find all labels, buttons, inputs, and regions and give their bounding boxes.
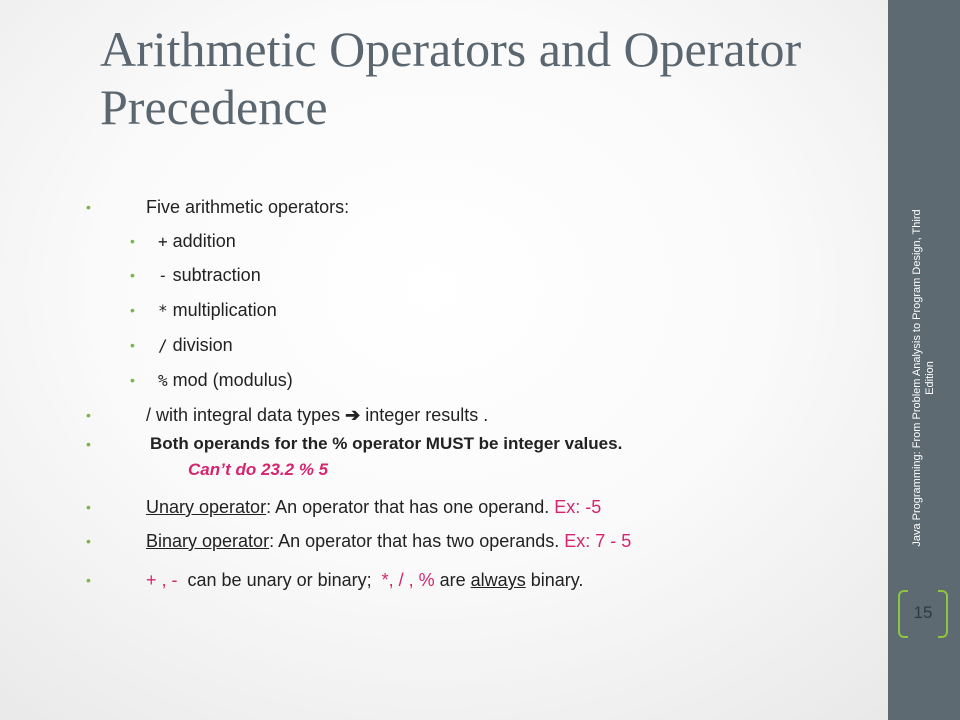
always-text: always — [470, 570, 526, 590]
operands-example: Can’t do 23.2 % 5 — [188, 460, 329, 479]
operator-symbol: - — [158, 266, 168, 285]
operator-symbol: * — [158, 301, 168, 320]
operator-label: multiplication — [172, 300, 277, 320]
operator-item — [158, 334, 233, 357]
bracket-left — [898, 590, 908, 638]
operator-item — [158, 230, 236, 253]
page-number-text: 15 — [913, 603, 933, 622]
page-number — [898, 590, 948, 636]
bullet: • — [86, 533, 91, 549]
bullet: • — [130, 267, 135, 283]
operands-rule: Both operands for the % operator MUST be integer values. — [150, 434, 623, 453]
bullet: • — [130, 302, 135, 318]
bullet: • — [86, 499, 91, 515]
slide-title: Arithmetic Operators and Operator Precedence — [100, 21, 802, 135]
operator-label: subtraction — [172, 265, 261, 285]
binary-term: Binary operator — [146, 531, 270, 551]
unary-example: Ex: -5 — [554, 497, 602, 517]
operator-item — [158, 369, 293, 392]
bullet: • — [86, 199, 91, 215]
binary-end-text: binary. — [525, 570, 584, 590]
integral-result: integer results . — [365, 405, 489, 425]
unary-binary-text: can be unary or binary; — [177, 570, 382, 590]
intro-text: Five arithmetic operators: — [146, 197, 350, 217]
unary-ops: + , - — [146, 570, 178, 590]
operator-label: addition — [172, 231, 236, 251]
binary-ops: *, / , % — [381, 570, 435, 590]
unary-binary-line — [146, 569, 583, 591]
bracket-right — [938, 590, 948, 638]
bullet: • — [130, 233, 135, 249]
sidebar-caption — [888, 208, 960, 548]
unary-term: Unary operator — [146, 497, 267, 517]
integral-line — [146, 404, 488, 426]
bullet: • — [86, 407, 91, 423]
book-title: Java Programming: From Problem Analysis to Program Design, Third Edition — [911, 209, 936, 547]
operator-symbol: + — [158, 232, 168, 251]
unary-text: : An operator that has one operand. — [266, 497, 555, 517]
bullet: • — [86, 436, 91, 452]
operator-item — [158, 299, 277, 322]
operator-symbol: / — [158, 336, 168, 355]
operator-label: division — [172, 335, 233, 355]
bullet: • — [130, 372, 135, 388]
are-text: are — [434, 570, 471, 590]
arrow-right-icon: ➔ — [345, 405, 361, 425]
binary-line — [146, 530, 631, 552]
operator-symbol: % — [158, 371, 168, 390]
unary-line — [146, 496, 601, 518]
bullet: • — [86, 572, 91, 588]
integral-text: / with integral data types — [146, 405, 341, 425]
sidebar — [888, 0, 960, 720]
binary-example: Ex: 7 - 5 — [564, 531, 632, 551]
binary-text: : An operator that has two operands. — [269, 531, 565, 551]
bullet: • — [130, 337, 135, 353]
operator-item — [158, 264, 261, 287]
operator-label: mod (modulus) — [172, 370, 293, 390]
